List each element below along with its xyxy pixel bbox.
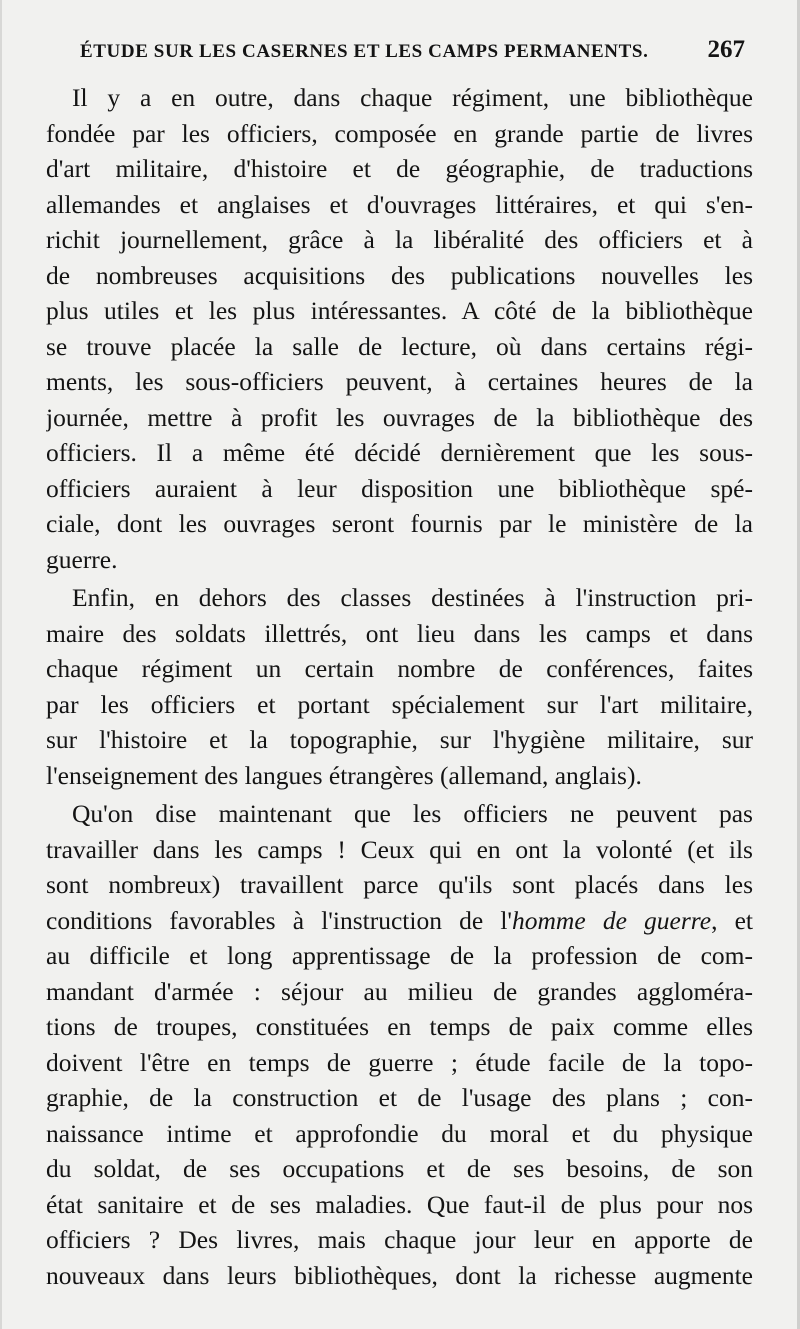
text-line-with-italic — [46, 903, 753, 939]
paragraph-1 — [46, 80, 753, 577]
text-line: au difficile et long apprentissage de la profession de com- — [46, 941, 753, 970]
text-line: guerre. — [46, 544, 118, 574]
text-line: Enfin, en dehors des classes destinées à l'instruction pri- — [72, 583, 753, 612]
text-line: fondée par les officiers, composée en grande partie de livres — [46, 118, 753, 148]
text-line: l'enseignement des langues étrangères (allemand, anglais). — [46, 760, 642, 790]
text-line: allemandes et anglaises et d'ouvrages littéraires, et qui s'en- — [46, 189, 753, 219]
text-line: sur l'histoire et la topographie, sur l'hygiène militaire, sur — [46, 725, 753, 754]
italic-phrase: homme de guerre — [512, 905, 712, 935]
text-line: doivent l'être en temps de guerre ; étude facile de la topo- — [46, 1047, 753, 1077]
text-line: plus utiles et les plus intéressantes. A côté de la bibliothèque — [46, 296, 753, 325]
page-number: 267 — [707, 36, 745, 63]
text-line: d'art militaire, d'histoire et de géographie, de traductions — [46, 154, 753, 183]
text-line: état sanitaire et de ses maladies. Que faut-il de plus pour nos — [46, 1189, 753, 1219]
text-line: sont nombreux) travaillent parce qu'ils sont placés dans les — [46, 870, 753, 899]
text-segment: conditions favorables à l'instruction de l' — [46, 905, 513, 935]
text-line: graphie, de la construction et de l'usage des plans ; con- — [46, 1083, 753, 1112]
running-title: ÉTUDE SUR LES CASERNES ET LES CAMPS PERMANENTS. — [80, 41, 649, 62]
text-line: maire des soldats illettrés, ont lieu dans les camps et dans — [46, 618, 753, 648]
text-line: ciale, dont les ouvrages seront fournis par le ministère de la — [46, 509, 753, 538]
text-line: officiers auraient à leur disposition une bibliothèque spé- — [46, 473, 753, 503]
page-body — [46, 80, 753, 1293]
text-line: par les officiers et portant spécialement sur l'art militaire, — [46, 689, 753, 719]
text-line: tions de troupes, constituées en temps de paix comme elles — [46, 1012, 753, 1041]
text-line: officiers. Il a même été décidé dernièrement que les sous- — [46, 438, 753, 467]
text-line: ments, les sous-officiers peuvent, à certaines heures de la — [46, 367, 753, 396]
text-line: chaque régiment un certain nombre de conférences, faites — [46, 654, 753, 683]
text-line: mandant d'armée : séjour au milieu de grandes aggloméra- — [46, 976, 753, 1006]
paragraph-2 — [46, 580, 753, 793]
text-line: se trouve placée la salle de lecture, où dans certains régi- — [46, 331, 753, 361]
text-segment: , et — [711, 905, 753, 935]
text-line: journée, mettre à profit les ouvrages de la bibliothèque des — [46, 402, 753, 432]
text-line: travailler dans les camps ! Ceux qui en ont la volonté (et ils — [46, 834, 753, 864]
text-line: nouveaux dans leurs bibliothèques, dont la richesse augmente — [46, 1260, 753, 1290]
text-line: Qu'on dise maintenant que les officiers ne peuvent pas — [72, 799, 753, 828]
text-line: du soldat, de ses occupations et de ses besoins, de son — [46, 1154, 753, 1183]
text-line: Il y a en outre, dans chaque régiment, une bibliothèque — [72, 83, 753, 112]
text-line: naissance intime et approfondie du moral et du physique — [46, 1118, 753, 1148]
text-line: richit journellement, grâce à la libéralité des officiers et à — [46, 225, 753, 254]
page-header — [80, 36, 745, 70]
text-line: officiers ? Des livres, mais chaque jour leur en apporte de — [46, 1225, 753, 1254]
paragraph-3 — [46, 796, 753, 1293]
text-line: de nombreuses acquisitions des publications nouvelles les — [46, 260, 753, 290]
